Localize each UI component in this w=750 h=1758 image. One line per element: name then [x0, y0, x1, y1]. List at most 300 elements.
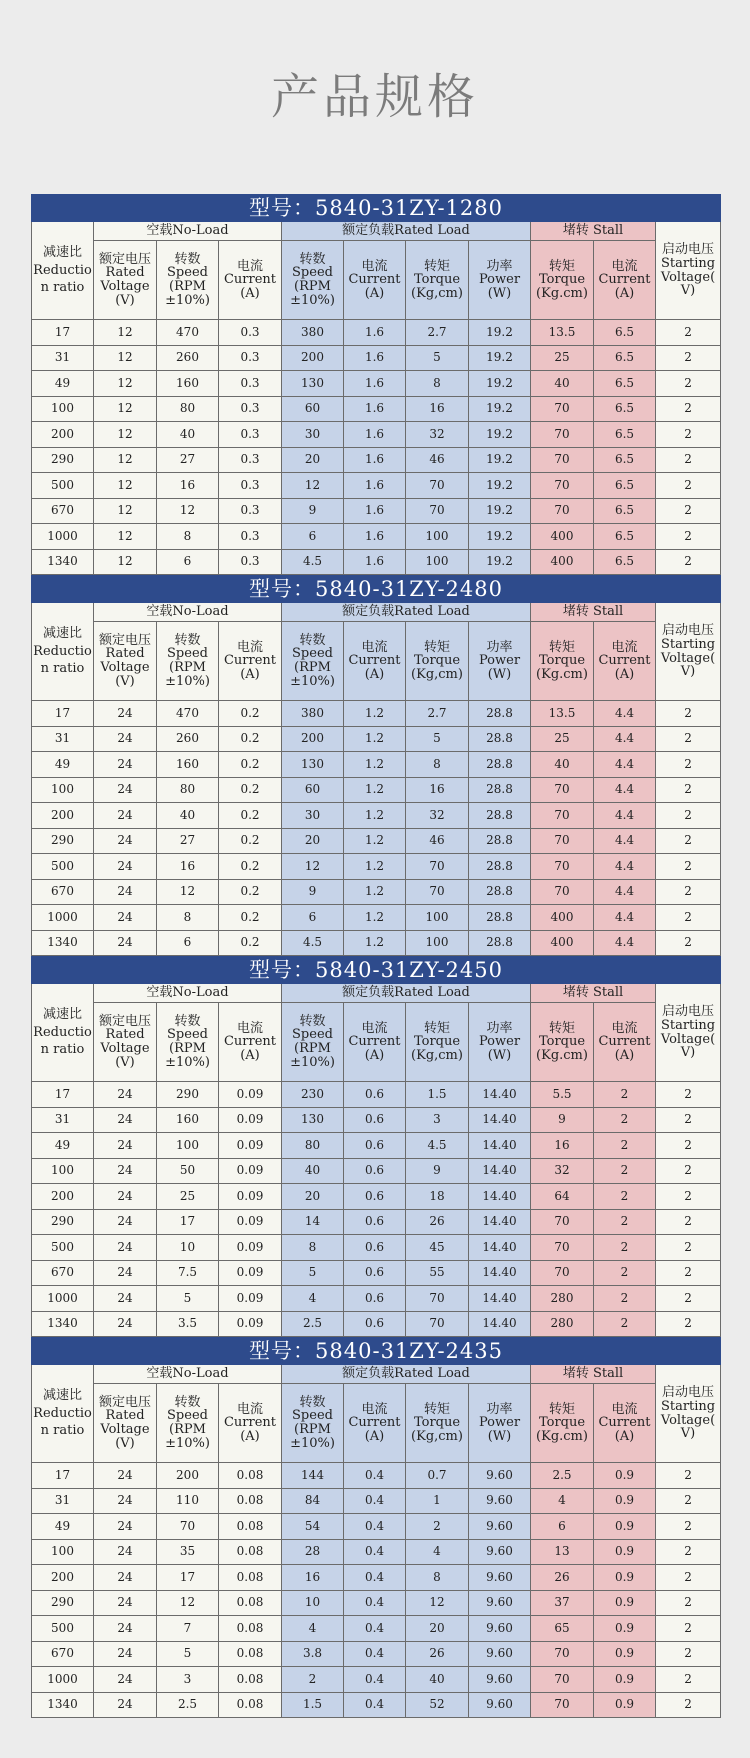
table-cell: 17 — [32, 320, 94, 346]
column-header-st-torque: 转矩 Torque (Kg.cm) — [531, 241, 594, 320]
table-cell: 2 — [656, 905, 721, 931]
table-cell: 14.40 — [469, 1311, 531, 1337]
table-cell: 24 — [94, 726, 157, 752]
table-cell: 24 — [94, 1667, 157, 1693]
column-header-nl-current: 电流 Current (A) — [219, 1384, 282, 1463]
table-cell: 12 — [282, 854, 344, 880]
table-cell: 0.09 — [219, 1082, 282, 1108]
table-cell: 32 — [531, 1158, 594, 1184]
table-cell: 0.2 — [219, 701, 282, 727]
table-cell: 24 — [94, 1692, 157, 1718]
table-cell: 100 — [32, 1539, 94, 1565]
table-cell: 260 — [157, 726, 219, 752]
table-cell: 2 — [594, 1184, 656, 1210]
table-cell: 80 — [282, 1133, 344, 1159]
table-cell: 5 — [157, 1286, 219, 1312]
table-cell: 60 — [282, 777, 344, 803]
no-load-group-header: 空载No-Load — [94, 984, 282, 1003]
table-cell: 9.60 — [469, 1667, 531, 1693]
table-cell: 0.3 — [219, 498, 282, 524]
table-cell: 2 — [656, 549, 721, 575]
rated-load-group-header: 额定负载Rated Load — [282, 222, 531, 241]
table-cell: 0.4 — [344, 1488, 406, 1514]
table-cell: 2 — [656, 1082, 721, 1108]
table-cell: 6.5 — [594, 524, 656, 550]
table-cell: 2 — [656, 320, 721, 346]
table-cell: 400 — [531, 905, 594, 931]
table-cell: 2 — [656, 447, 721, 473]
table-cell: 0.09 — [219, 1260, 282, 1286]
table-row — [32, 422, 721, 448]
table-cell: 70 — [406, 1286, 469, 1312]
model-title: 型号：5840-31ZY-2450 — [32, 957, 721, 984]
table-cell: 9.60 — [469, 1463, 531, 1489]
table-cell: 2 — [656, 1616, 721, 1642]
table-cell: 4.5 — [282, 930, 344, 956]
table-cell: 2 — [594, 1209, 656, 1235]
table-cell: 2 — [656, 1667, 721, 1693]
table-cell: 0.9 — [594, 1667, 656, 1693]
table-cell: 30 — [282, 803, 344, 829]
table-cell: 290 — [32, 1209, 94, 1235]
table-cell: 2 — [656, 473, 721, 499]
starting-voltage-header: 启动电压 Starting Voltage( V) — [656, 984, 721, 1082]
table-cell: 8 — [282, 1235, 344, 1261]
stall-group-header: 堵转 Stall — [531, 603, 656, 622]
table-cell: 400 — [531, 930, 594, 956]
table-cell: 40 — [531, 371, 594, 397]
table-cell: 14.40 — [469, 1107, 531, 1133]
table-cell: 31 — [32, 345, 94, 371]
table-cell: 0.4 — [344, 1641, 406, 1667]
table-row — [32, 726, 721, 752]
table-cell: 46 — [406, 447, 469, 473]
column-header-rl-speed: 转数 Speed (RPM ±10%) — [282, 241, 344, 320]
table-cell: 0.3 — [219, 345, 282, 371]
table-cell: 8 — [406, 752, 469, 778]
table-cell: 2 — [656, 524, 721, 550]
table-cell: 16 — [157, 854, 219, 880]
table-cell: 4 — [531, 1488, 594, 1514]
column-header-rl-power: 功率 Power (W) — [469, 622, 531, 701]
column-header-nl-speed: 转数 Speed (RPM ±10%) — [157, 1384, 219, 1463]
table-cell: 46 — [406, 828, 469, 854]
table-cell: 100 — [32, 396, 94, 422]
table-cell: 31 — [32, 1488, 94, 1514]
table-cell: 70 — [531, 777, 594, 803]
model-title: 型号：5840-31ZY-2480 — [32, 576, 721, 603]
column-header-rl-torque: 转矩 Torque (Kg,cm) — [406, 241, 469, 320]
table-cell: 6.5 — [594, 396, 656, 422]
table-cell: 17 — [32, 701, 94, 727]
table-cell: 500 — [32, 1235, 94, 1261]
table-cell: 1.5 — [406, 1082, 469, 1108]
table-cell: 14.40 — [469, 1082, 531, 1108]
table-cell: 28.8 — [469, 803, 531, 829]
table-cell: 70 — [531, 1667, 594, 1693]
table-cell: 24 — [94, 1133, 157, 1159]
table-cell: 0.09 — [219, 1235, 282, 1261]
table-cell: 24 — [94, 1107, 157, 1133]
table-cell: 24 — [94, 1616, 157, 1642]
table-cell: 0.3 — [219, 320, 282, 346]
table-cell: 2 — [656, 1260, 721, 1286]
table-cell: 380 — [282, 701, 344, 727]
table-cell: 70 — [406, 498, 469, 524]
spec-tables-container — [31, 194, 720, 1718]
table-cell: 32 — [406, 803, 469, 829]
table-cell: 16 — [406, 396, 469, 422]
model-title: 型号：5840-31ZY-2435 — [32, 1338, 721, 1365]
table-cell: 5 — [282, 1260, 344, 1286]
rated-load-group-header: 额定负载Rated Load — [282, 1365, 531, 1384]
table-cell: 17 — [157, 1565, 219, 1591]
table-cell: 31 — [32, 1107, 94, 1133]
table-cell: 6.5 — [594, 473, 656, 499]
table-cell: 4.4 — [594, 777, 656, 803]
table-cell: 0.3 — [219, 422, 282, 448]
table-cell: 100 — [157, 1133, 219, 1159]
table-cell: 1340 — [32, 549, 94, 575]
table-cell: 4.4 — [594, 930, 656, 956]
table-cell: 10 — [282, 1590, 344, 1616]
table-cell: 2 — [656, 777, 721, 803]
table-cell: 2 — [656, 1539, 721, 1565]
table-cell: 26 — [406, 1641, 469, 1667]
table-cell: 18 — [406, 1184, 469, 1210]
table-cell: 70 — [531, 1641, 594, 1667]
table-cell: 230 — [282, 1082, 344, 1108]
table-cell: 24 — [94, 803, 157, 829]
table-cell: 30 — [282, 422, 344, 448]
table-cell: 2 — [594, 1107, 656, 1133]
table-cell: 12 — [94, 473, 157, 499]
column-header-rl-speed: 转数 Speed (RPM ±10%) — [282, 622, 344, 701]
table-cell: 6.5 — [594, 320, 656, 346]
table-cell: 670 — [32, 879, 94, 905]
table-cell: 1.6 — [344, 498, 406, 524]
table-cell: 0.09 — [219, 1184, 282, 1210]
table-cell: 1.6 — [344, 396, 406, 422]
table-cell: 17 — [157, 1209, 219, 1235]
table-cell: 19.2 — [469, 396, 531, 422]
table-cell: 3 — [406, 1107, 469, 1133]
table-cell: 2.7 — [406, 320, 469, 346]
table-cell: 1.2 — [344, 879, 406, 905]
table-cell: 0.09 — [219, 1311, 282, 1337]
table-cell: 2 — [656, 1692, 721, 1718]
table-cell: 0.3 — [219, 396, 282, 422]
table-cell: 25 — [157, 1184, 219, 1210]
table-cell: 1.2 — [344, 828, 406, 854]
spec-table — [31, 1337, 721, 1718]
table-cell: 0.3 — [219, 447, 282, 473]
table-cell: 28.8 — [469, 854, 531, 880]
table-cell: 0.6 — [344, 1286, 406, 1312]
table-cell: 14 — [282, 1209, 344, 1235]
model-title: 型号：5840-31ZY-1280 — [32, 195, 721, 222]
table-cell: 16 — [282, 1565, 344, 1591]
table-cell: 28.8 — [469, 905, 531, 931]
table-cell: 24 — [94, 1235, 157, 1261]
table-cell: 70 — [531, 854, 594, 880]
table-cell: 280 — [531, 1286, 594, 1312]
spec-table — [31, 194, 721, 575]
table-cell: 0.6 — [344, 1082, 406, 1108]
column-header-nl-current: 电流 Current (A) — [219, 1003, 282, 1082]
table-row — [32, 1616, 721, 1642]
table-row — [32, 371, 721, 397]
table-cell: 5.5 — [531, 1082, 594, 1108]
table-cell: 12 — [94, 396, 157, 422]
table-cell: 0.7 — [406, 1463, 469, 1489]
table-cell: 1.6 — [344, 422, 406, 448]
table-cell: 8 — [157, 905, 219, 931]
table-cell: 1.6 — [344, 473, 406, 499]
table-cell: 2 — [656, 1565, 721, 1591]
column-header-rl-torque: 转矩 Torque (Kg,cm) — [406, 1384, 469, 1463]
table-cell: 0.6 — [344, 1158, 406, 1184]
table-cell: 70 — [531, 498, 594, 524]
table-cell: 200 — [32, 1184, 94, 1210]
column-header-st-current: 电流 Current (A) — [594, 241, 656, 320]
table-cell: 0.09 — [219, 1209, 282, 1235]
table-cell: 670 — [32, 1641, 94, 1667]
table-cell: 2 — [594, 1235, 656, 1261]
table-cell: 28.8 — [469, 752, 531, 778]
table-cell: 0.2 — [219, 777, 282, 803]
table-cell: 9.60 — [469, 1692, 531, 1718]
table-cell: 24 — [94, 1514, 157, 1540]
table-cell: 200 — [282, 345, 344, 371]
table-cell: 24 — [94, 1463, 157, 1489]
table-cell: 49 — [32, 752, 94, 778]
table-cell: 1340 — [32, 1311, 94, 1337]
table-cell: 24 — [94, 777, 157, 803]
table-cell: 0.6 — [344, 1209, 406, 1235]
table-cell: 500 — [32, 473, 94, 499]
table-cell: 400 — [531, 524, 594, 550]
table-cell: 0.6 — [344, 1311, 406, 1337]
table-cell: 0.4 — [344, 1667, 406, 1693]
table-cell: 2 — [594, 1133, 656, 1159]
table-cell: 24 — [94, 1082, 157, 1108]
table-cell: 260 — [157, 345, 219, 371]
table-cell: 100 — [32, 1158, 94, 1184]
table-cell: 1340 — [32, 1692, 94, 1718]
table-cell: 2 — [656, 1311, 721, 1337]
table-cell: 1.6 — [344, 320, 406, 346]
table-cell: 19.2 — [469, 422, 531, 448]
table-cell: 0.08 — [219, 1488, 282, 1514]
table-cell: 3 — [157, 1667, 219, 1693]
table-cell: 40 — [282, 1158, 344, 1184]
table-cell: 31 — [32, 726, 94, 752]
table-cell: 6.5 — [594, 371, 656, 397]
table-cell: 28.8 — [469, 930, 531, 956]
table-cell: 80 — [157, 396, 219, 422]
table-cell: 500 — [32, 1616, 94, 1642]
table-cell: 1.2 — [344, 701, 406, 727]
table-cell: 0.4 — [344, 1565, 406, 1591]
table-cell: 27 — [157, 828, 219, 854]
table-row — [32, 701, 721, 727]
table-cell: 24 — [94, 1260, 157, 1286]
table-cell: 160 — [157, 1107, 219, 1133]
table-cell: 70 — [531, 879, 594, 905]
table-cell: 10 — [157, 1235, 219, 1261]
column-header-nl-current: 电流 Current (A) — [219, 622, 282, 701]
table-cell: 14.40 — [469, 1184, 531, 1210]
table-cell: 0.2 — [219, 879, 282, 905]
table-cell: 144 — [282, 1463, 344, 1489]
table-cell: 70 — [406, 879, 469, 905]
table-cell: 2 — [656, 752, 721, 778]
table-cell: 2 — [656, 1235, 721, 1261]
table-cell: 24 — [94, 879, 157, 905]
table-cell: 1000 — [32, 1286, 94, 1312]
table-cell: 4.4 — [594, 905, 656, 931]
table-cell: 2 — [656, 1514, 721, 1540]
table-cell: 20 — [282, 828, 344, 854]
table-cell: 2 — [406, 1514, 469, 1540]
table-row — [32, 396, 721, 422]
table-cell: 3.8 — [282, 1641, 344, 1667]
table-cell: 24 — [94, 854, 157, 880]
table-cell: 0.3 — [219, 524, 282, 550]
table-cell: 2 — [594, 1311, 656, 1337]
table-cell: 2 — [282, 1667, 344, 1693]
table-cell: 16 — [406, 777, 469, 803]
table-row — [32, 1311, 721, 1337]
table-row — [32, 524, 721, 550]
table-cell: 70 — [531, 1209, 594, 1235]
table-cell: 24 — [94, 1286, 157, 1312]
table-cell: 2 — [656, 498, 721, 524]
table-cell: 200 — [157, 1463, 219, 1489]
table-cell: 6.5 — [594, 498, 656, 524]
table-cell: 0.9 — [594, 1514, 656, 1540]
rated-load-group-header: 额定负载Rated Load — [282, 984, 531, 1003]
table-cell: 0.09 — [219, 1133, 282, 1159]
table-cell: 200 — [32, 803, 94, 829]
table-cell: 4.5 — [282, 549, 344, 575]
starting-voltage-header: 启动电压 Starting Voltage( V) — [656, 222, 721, 320]
table-cell: 6.5 — [594, 422, 656, 448]
table-cell: 0.6 — [344, 1235, 406, 1261]
table-row — [32, 1539, 721, 1565]
table-cell: 4.4 — [594, 701, 656, 727]
table-cell: 0.2 — [219, 930, 282, 956]
table-row — [32, 1667, 721, 1693]
table-cell: 40 — [157, 803, 219, 829]
table-cell: 100 — [406, 905, 469, 931]
table-cell: 1.6 — [344, 345, 406, 371]
table-row — [32, 345, 721, 371]
spec-table — [31, 956, 721, 1337]
table-cell: 0.08 — [219, 1616, 282, 1642]
table-cell: 4.4 — [594, 879, 656, 905]
table-cell: 24 — [94, 701, 157, 727]
table-cell: 0.3 — [219, 473, 282, 499]
table-cell: 9 — [282, 879, 344, 905]
table-cell: 0.4 — [344, 1692, 406, 1718]
table-cell: 9.60 — [469, 1514, 531, 1540]
table-cell: 1.2 — [344, 803, 406, 829]
table-row — [32, 1133, 721, 1159]
table-cell: 14.40 — [469, 1158, 531, 1184]
table-cell: 1.2 — [344, 930, 406, 956]
table-row — [32, 1260, 721, 1286]
table-cell: 2 — [656, 854, 721, 880]
starting-voltage-header: 启动电压 Starting Voltage( V) — [656, 1365, 721, 1463]
table-cell: 1.6 — [344, 524, 406, 550]
table-cell: 0.9 — [594, 1463, 656, 1489]
table-cell: 1000 — [32, 524, 94, 550]
table-cell: 12 — [94, 524, 157, 550]
column-header-rl-power: 功率 Power (W) — [469, 1384, 531, 1463]
table-row — [32, 1082, 721, 1108]
reduction-ratio-header: 减速比 Reductio n ratio — [32, 984, 94, 1082]
table-cell: 70 — [157, 1514, 219, 1540]
table-cell: 9.60 — [469, 1616, 531, 1642]
column-header-rl-speed: 转数 Speed (RPM ±10%) — [282, 1003, 344, 1082]
table-cell: 70 — [531, 1260, 594, 1286]
table-cell: 16 — [531, 1133, 594, 1159]
table-cell: 12 — [94, 549, 157, 575]
table-cell: 290 — [32, 828, 94, 854]
table-cell: 0.9 — [594, 1565, 656, 1591]
table-cell: 2 — [656, 930, 721, 956]
table-cell: 28.8 — [469, 879, 531, 905]
table-cell: 1.5 — [282, 1692, 344, 1718]
table-cell: 0.08 — [219, 1667, 282, 1693]
table-cell: 0.4 — [344, 1463, 406, 1489]
table-cell: 19.2 — [469, 345, 531, 371]
table-row — [32, 1107, 721, 1133]
table-cell: 70 — [531, 422, 594, 448]
table-cell: 6.5 — [594, 447, 656, 473]
table-cell: 200 — [32, 1565, 94, 1591]
table-cell: 50 — [157, 1158, 219, 1184]
column-header-st-torque: 转矩 Torque (Kg.cm) — [531, 1384, 594, 1463]
table-row — [32, 854, 721, 880]
table-cell: 5 — [406, 345, 469, 371]
table-cell: 2 — [656, 1184, 721, 1210]
table-cell: 0.4 — [344, 1539, 406, 1565]
reduction-ratio-header: 减速比 Reductio n ratio — [32, 603, 94, 701]
table-cell: 2 — [656, 422, 721, 448]
table-cell: 5 — [157, 1641, 219, 1667]
table-cell: 12 — [94, 422, 157, 448]
table-cell: 1 — [406, 1488, 469, 1514]
table-cell: 13.5 — [531, 701, 594, 727]
table-cell: 400 — [531, 549, 594, 575]
table-row — [32, 752, 721, 778]
table-cell: 280 — [531, 1311, 594, 1337]
table-cell: 2 — [656, 726, 721, 752]
table-cell: 6 — [282, 524, 344, 550]
table-cell: 60 — [282, 396, 344, 422]
table-cell: 28.8 — [469, 777, 531, 803]
table-cell: 4.4 — [594, 828, 656, 854]
table-cell: 1340 — [32, 930, 94, 956]
table-cell: 9.60 — [469, 1590, 531, 1616]
table-cell: 40 — [531, 752, 594, 778]
no-load-group-header: 空载No-Load — [94, 222, 282, 241]
table-cell: 14.40 — [469, 1133, 531, 1159]
table-cell: 40 — [157, 422, 219, 448]
